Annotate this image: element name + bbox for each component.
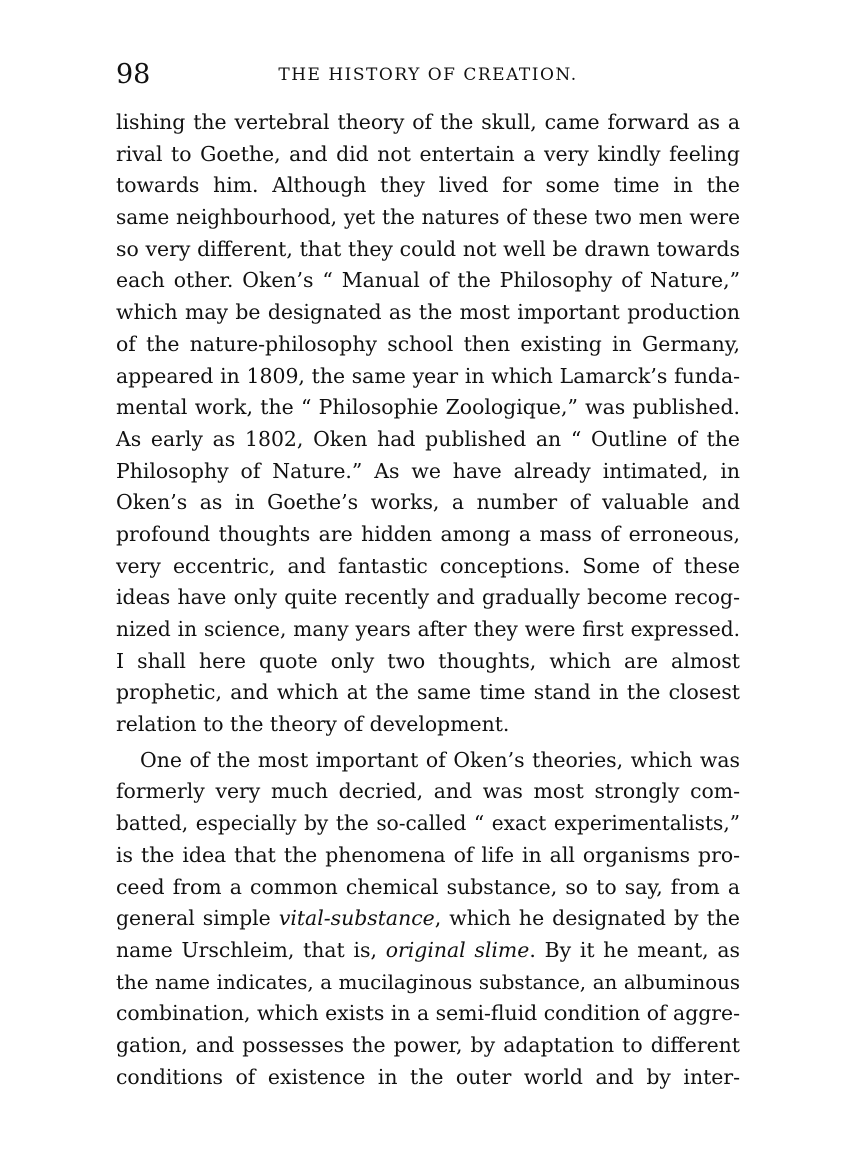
text-line: Philosophy of Nature.” As we have already intimated, in: [116, 458, 740, 483]
text-line: prophetic, and which at the same time stand in the closest: [116, 680, 740, 705]
text-line: ideas have only quite recently and gradually become recog-: [116, 585, 740, 610]
text-line: formerly very much decried, and was most strongly com-: [116, 779, 740, 804]
text-line: mental work, the “ Philosophie Zoologique,” was published.: [116, 395, 740, 420]
text-line: profound thoughts are hidden among a mass of erroneous,: [116, 521, 740, 546]
page-header: [116, 60, 740, 90]
text-line: very eccentric, and fantastic conceptions. Some of these: [116, 553, 740, 578]
page-number: 98: [116, 59, 151, 90]
paragraph-2: [116, 745, 740, 1094]
text-line: rival to Goethe, and did not entertain a very kindly feeling: [116, 141, 740, 166]
text-line: gation, and possesses the power, by adaptation to different: [116, 1032, 740, 1057]
text-line: towards him. Although they lived for some time in the: [116, 173, 740, 198]
text-line: Oken’s as in Goethe’s works, a number of valuable and: [116, 490, 740, 515]
text-line: nized in science, many years after they were first expressed.: [116, 617, 740, 641]
italic-term: original slime: [385, 937, 530, 962]
text-line: relation to the theory of development.: [116, 712, 510, 737]
text-line: ceed from a common chemical substance, so to say, from a: [116, 874, 740, 899]
text-line: the name indicates, a mucilaginous substance, an albuminous: [116, 970, 740, 994]
text-line: One of the most important of Oken’s theories, which was: [140, 747, 740, 772]
paragraph-1: [116, 107, 740, 741]
text-line: lishing the vertebral theory of the skull, came forward as a: [116, 110, 740, 134]
text-line: conditions of existence in the outer world and by inter-: [116, 1064, 740, 1089]
text-line: so very different, that they could not well be drawn towards: [116, 236, 740, 261]
text-line: is the idea that the phenomena of life in all organisms pro-: [116, 842, 740, 867]
running-title: THE HISTORY OF CREATION.: [278, 65, 578, 85]
text-line: which may be designated as the most important production: [116, 300, 740, 325]
body-text: [116, 107, 740, 1093]
text-line: name Urschleim, that is, original slime. By it he meant, as: [116, 937, 741, 962]
text-line: As early as 1802, Oken had published an “ Outline of the: [116, 426, 740, 451]
text-line: I shall here quote only two thoughts, which are almost: [116, 648, 740, 673]
text-line: same neighbourhood, yet the natures of these two men were: [116, 205, 740, 230]
text-line: combination, which exists in a semi-fluid condition of aggre-: [116, 1001, 740, 1026]
text-line: appeared in 1809, the same year in which Lamarck’s funda-: [116, 363, 740, 388]
text-line: each other. Oken’s “ Manual of the Philosophy of Nature,”: [116, 268, 740, 293]
text-line: batted, especially by the so-called “ exact experimentalists,”: [116, 811, 740, 836]
text-line: general simple vital-substance, which he designated by the: [116, 906, 741, 931]
italic-term: vital-substance: [278, 906, 435, 931]
text-line: of the nature-philosophy school then existing in Germany,: [116, 331, 740, 356]
